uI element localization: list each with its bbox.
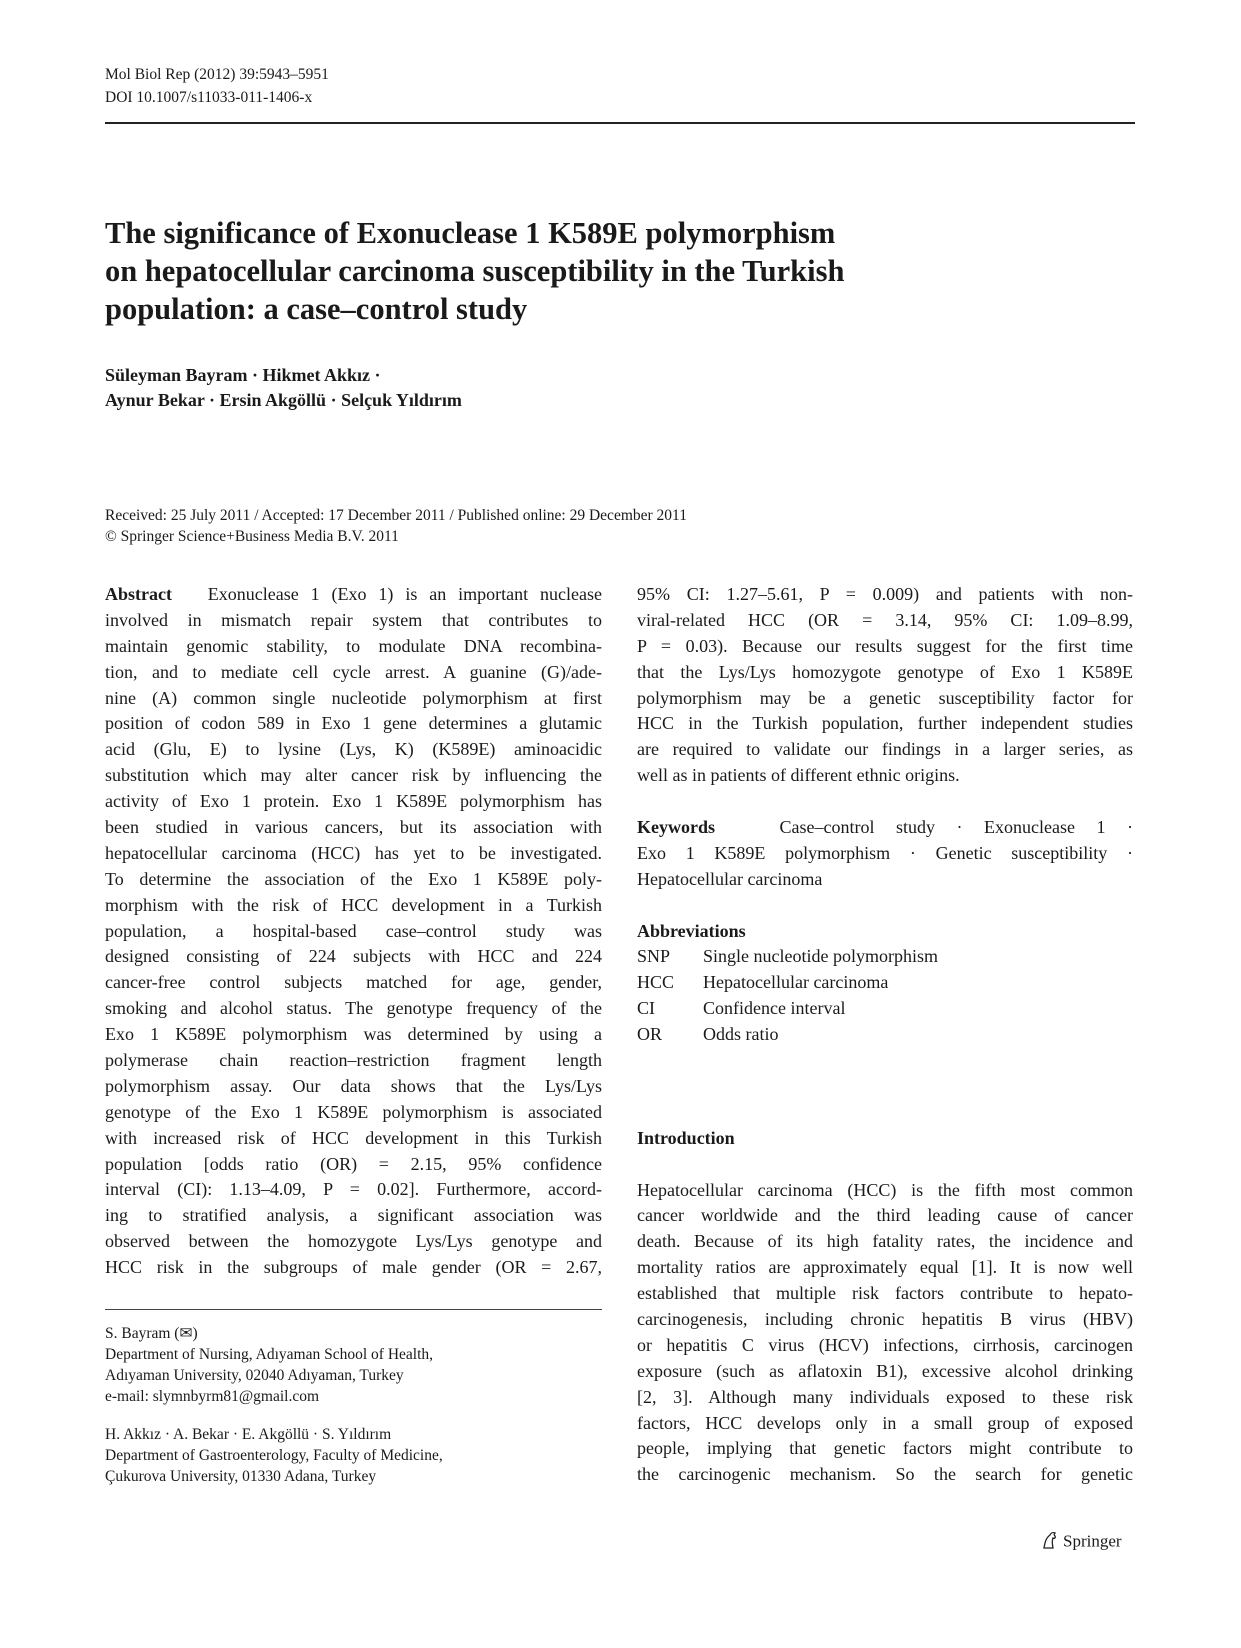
text-line: population, a hospital-based case–control study was [105,920,602,941]
text-line: carcinogenesis, including chronic hepatitis B virus (HBV) [637,1308,1133,1329]
footnote-line: H. Akkız · A. Bekar · E. Akgöllü · S. Yıldırım [105,1426,392,1443]
text-line: people, implying that genetic factors might contribute to [637,1438,1133,1459]
abstract-first-line [105,582,602,608]
author-list: Aynur Bekar · Ersin Akgöllü · Selçuk Yıldırım [105,390,462,410]
text-line: smoking and alcohol status. The genotype frequency of the [105,998,602,1019]
title-line: on hepatocellular carcinoma susceptibility in the Turkish [105,254,845,288]
text-line: involved in mismatch repair system that contributes to [105,609,602,630]
coauthor-affiliation-footnote [105,1424,443,1487]
article-title [105,214,1005,328]
abbreviation-key: CI [637,998,655,1019]
abstract-continued [637,582,1133,789]
keywords-text: Case–control study · Exonuclease 1 · [779,817,1133,838]
text-line: HCC in the Turkish population, further independent studies [637,713,1133,734]
text-line: polymerase chain reaction–restriction fragment length [105,1050,602,1071]
text-line: morphism with the risk of HCC development in a Turkish [105,894,602,915]
text-line: well as in patients of different ethnic origins. [637,765,960,786]
title-line: population: a case–control study [105,292,528,326]
text-line: hepatocellular carcinoma (HCC) has yet to be investigated. [105,842,602,863]
text-line: death. Because of its high fatality rates, the incidence and [637,1231,1133,1252]
corresponding-author-footnote [105,1323,433,1407]
keywords-line [637,815,1133,841]
text-line: genotype of the Exo 1 K589E polymorphism is associated [105,1101,602,1122]
springer-horse-icon [1041,1530,1059,1555]
abstract-label: Abstract [105,584,172,604]
text-line: acid (Glu, E) to lysine (Lys, K) (K589E) aminoacidic [105,739,602,760]
abbreviation-value: Odds ratio [703,1024,779,1045]
keywords-line: Exo 1 K589E polymorphism · Genetic susceptibility · [637,842,1133,863]
text-line: [2, 3]. Although many individuals exposed to these risk [637,1386,1133,1407]
abbreviation-key: SNP [637,946,671,967]
text-line: observed between the homozygote Lys/Lys genotype and [105,1231,602,1252]
text-line: the carcinogenic mechanism. So the search for genetic [637,1464,1133,1485]
email-link[interactable]: e-mail: slymnbyrm81@gmail.com [105,1388,320,1405]
text-line: position of codon 589 in Exo 1 gene determines a glutamic [105,713,602,734]
abbreviation-row [637,970,1133,996]
introduction-body [637,1178,1133,1489]
right-column [637,582,1133,1488]
keywords-label: Keywords [637,817,715,838]
author-list: Süleyman Bayram · Hikmet Akkız · [105,365,381,385]
publication-history: Received: 25 July 2011 / Accepted: 17 December 2011 / Published online: 29 December 2011 [105,507,687,524]
text-line: activity of Exo 1 protein. Exo 1 K589E polymorphism has [105,791,602,812]
abbreviation-row [637,996,1133,1022]
abbreviation-value: Single nucleotide polymorphism [703,946,938,967]
text-line: polymorphism may be a genetic susceptibility factor for [637,687,1133,708]
text-line: To determine the association of the Exo 1 K589E poly- [105,868,602,889]
text-line: 95% CI: 1.27–5.61, P = 0.009) and patients with non- [637,584,1133,604]
text-line: exposure (such as aflatoxin B1), excessive alcohol drinking [637,1360,1133,1381]
header-rule [105,122,1135,124]
abbreviation-key: OR [637,1024,663,1045]
text-line: factors, HCC develops only in a small group of exposed [637,1412,1133,1433]
journal-reference: Mol Biol Rep (2012) 39:5943–5951 [105,66,329,83]
text-line: HCC risk in the subgroups of male gender (OR = 2.67, [105,1257,602,1278]
publisher-name: Springer [1063,1531,1122,1551]
text-line: mortality ratios are approximately equal [1]. It is now well [637,1257,1133,1278]
footnote-line: Department of Nursing, Adıyaman School of Health, [105,1346,434,1363]
footnote-rule [105,1309,602,1310]
text-line: are required to validate our findings in a larger series, as [637,739,1133,760]
abstract-text: Exonuclease 1 (Exo 1) is an important nuclease [207,584,603,604]
text-line: Exo 1 K589E polymorphism was determined by using a [105,1024,602,1045]
text-line: designed consisting of 224 subjects with HCC and 224 [105,946,602,967]
publisher-logo [1041,1530,1122,1555]
text-line: cancer-free control subjects matched for age, gender, [105,972,602,993]
text-line: population [odds ratio (OR) = 2.15, 95% confidence [105,1153,602,1174]
abbreviation-row [637,944,1133,970]
abbreviation-key: HCC [637,972,675,993]
text-line: nine (A) common single nucleotide polymorphism at first [105,687,602,708]
text-line: interval (CI): 1.13–4.09, P = 0.02]. Furthermore, accord- [105,1179,602,1200]
text-line: Hepatocellular carcinoma (HCC) is the fifth most common [637,1179,1133,1200]
footnote-line: Department of Gastroenterology, Faculty of Medicine, [105,1447,443,1464]
text-line: that the Lys/Lys homozygote genotype of Exo 1 K589E [637,661,1133,682]
text-line: viral-related HCC (OR = 3.14, 95% CI: 1.09–8.99, [637,609,1133,630]
text-line: established that multiple risk factors contribute to hepato- [637,1283,1133,1304]
text-line: P = 0.03). Because our results suggest for the first time [637,635,1133,656]
abbreviations-list [637,944,1133,1048]
footnote-line: Çukurova University, 01330 Adana, Turkey [105,1468,377,1485]
text-line: substitution which may alter cancer risk by influencing the [105,765,602,786]
abbreviations-heading: Abbreviations [637,920,746,941]
introduction-heading: Introduction [637,1127,735,1148]
text-line: maintain genomic stability, to modulate DNA recombina- [105,635,602,656]
abbreviation-row [637,1022,1133,1048]
text-line: cancer worldwide and the third leading cause of cancer [637,1205,1133,1226]
text-line: been studied in various cancers, but its association with [105,817,602,838]
abstract-body [105,608,602,1281]
text-line: with increased risk of HCC development in this Turkish [105,1127,602,1148]
text-line: or hepatitis C virus (HCV) infections, cirrhosis, carcinogen [637,1334,1133,1355]
text-line: polymorphism assay. Our data shows that the Lys/Lys [105,1075,602,1096]
footnote-line: S. Bayram (✉) [105,1325,198,1342]
footnote-line: Adıyaman University, 02040 Adıyaman, Turkey [105,1367,404,1384]
abbreviation-value: Confidence interval [703,998,846,1019]
doi: DOI 10.1007/s11033-011-1406-x [105,89,313,106]
text-line: tion, and to mediate cell cycle arrest. A guanine (G)/ade- [105,661,602,682]
abbreviation-value: Hepatocellular carcinoma [703,972,889,993]
copyright-notice: © Springer Science+Business Media B.V. 2011 [105,528,399,545]
left-column [105,582,602,1281]
title-line: The significance of Exonuclease 1 K589E polymorphism [105,216,836,250]
keywords-line: Hepatocellular carcinoma [637,868,823,889]
text-line: ing to stratified analysis, a significant association was [105,1205,602,1226]
